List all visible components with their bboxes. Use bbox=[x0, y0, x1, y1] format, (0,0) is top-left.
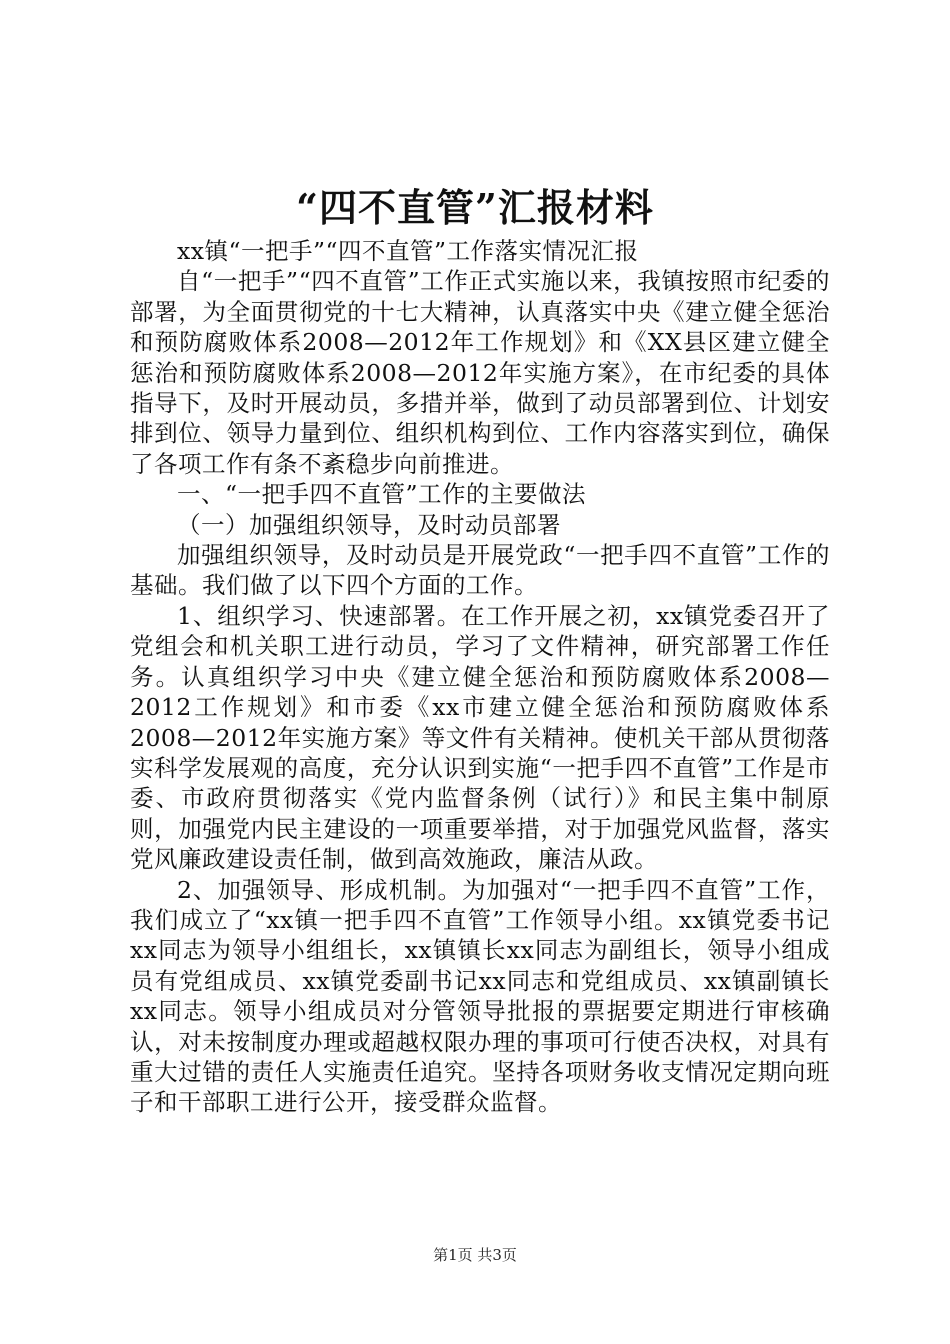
document-body bbox=[130, 236, 830, 1118]
section-heading-1: 一、“一把手四不直管”工作的主要做法 bbox=[177, 480, 587, 509]
body-paragraph: 1、组织学习、快速部署。在工作开展之初，xx镇党委召开了党组会和机关职工进行动员，学习了文件精神，研究部署工作任务。认真组织学习中央《建立健全惩治和预防腐败体系2008—2012工作规划》和市委《xx市建立健全惩治和预防腐败体系2008—2012年实施方案》等文件有关精神。使机关干部从贯彻落实科学发展观的高度，充分认识到实施“一把手四不直管”工作是市委、市政府贯彻落实《党内监督条例（试行）》和民主集中制原则，加强党内民主建设的一项重要举措，对于加强党风监督，落实党风廉政建设责任制，做到高效施政，廉洁从政。 bbox=[130, 601, 830, 874]
body-paragraph: 2、加强领导、形成机制。为加强对“一把手四不直管”工作，我们成立了“xx镇一把手四不直管”工作领导小组。xx镇党委书记xx同志为领导小组组长，xx镇镇长xx同志为副组长，领导小组成员有党组成员、xx镇党委副书记xx同志和党组成员、xx镇副镇长xx同志。领导小组成员对分管领导批报的票据要定期进行审核确认，对未按制度办理或超越权限办理的事项可行使否决权，对具有重大过错的责任人实施责任追究。坚持各项财务收支情况定期向班子和干部职工进行公开，接受群众监督。 bbox=[130, 875, 830, 1117]
page-footer: 第1页 共3页 bbox=[433, 1246, 517, 1264]
report-subtitle: xx镇“一把手”“四不直管”工作落实情况汇报 bbox=[177, 237, 639, 265]
document-title: “四不直管”汇报材料 bbox=[296, 185, 654, 230]
body-paragraph: 加强组织领导，及时动员是开展党政“一把手四不直管”工作的基础。我们做了以下四个方面的工作。 bbox=[130, 541, 830, 600]
subsection-heading-1: （一）加强组织领导，及时动员部署 bbox=[177, 510, 561, 539]
intro-paragraph: 自“一把手”“四不直管”工作正式实施以来，我镇按照市纪委的部署，为全面贯彻党的十七大精神，认真落实中央《建立健全惩治和预防腐败体系2008—2012年工作规划》和《XX县区建立健全惩治和预防腐败体系2008—2012年实施方案》，在市纪委的具体指导下，及时开展动员，多措并举，做到了动员部署到位、计划安排到位、领导力量到位、组织机构到位、工作内容落实到位，确保了各项工作有条不紊稳步向前推进。 bbox=[130, 267, 830, 478]
